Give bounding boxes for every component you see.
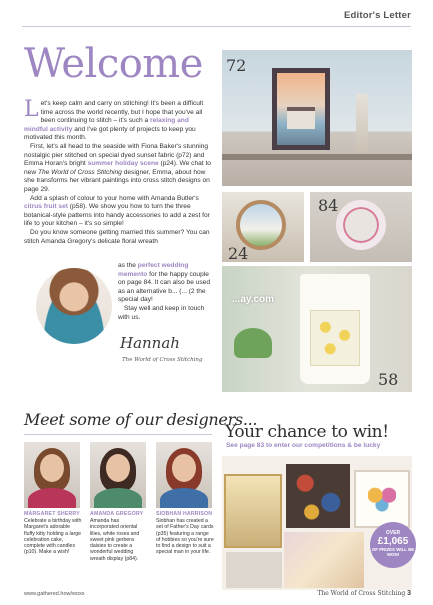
designer-card — [90, 442, 148, 562]
shelf — [222, 154, 412, 160]
designer-card — [156, 442, 214, 556]
badge-over: OVER — [385, 530, 401, 536]
letter-paragraph-2 — [24, 143, 214, 195]
signature-caption: The World of Cross Stitching — [122, 357, 203, 363]
designers-divider — [24, 434, 212, 435]
designer-bio: Siobhan has created a set of Father's Day cards (p35) featuring a range of hobbies so you're sure to find a design to suit a special man in your life. — [156, 518, 214, 556]
designers-heading: Meet some of our designers... — [24, 410, 258, 429]
competition-title: Your chance to win! — [225, 422, 389, 442]
prize-tapestry — [286, 464, 350, 528]
prize-fabrics — [284, 532, 364, 588]
letter-paragraph-4: Do you know someone getting married this summer? You can stitch Amanda Gregory's delicate floral wreath — [24, 228, 210, 245]
section-label: Editor's Letter — [343, 10, 411, 21]
designer-photo — [24, 442, 80, 508]
editor-signature: Hannah — [120, 334, 180, 352]
letter-text: (p58). We show you how to turn the three botanical-style patterns into handy accessories to add a zest for life to your kitchen – it's so simple! — [24, 203, 210, 228]
designer-name: SIOBHAN HARRISON — [156, 511, 213, 517]
footer-folio — [317, 590, 411, 597]
dropcap: L — [24, 97, 39, 122]
designer-bio: Celebrate a birthday with Margaret's adorable fluffy kitty holding a large celebration cake, complete with candles (p10). Make a wish! — [24, 518, 82, 556]
apron — [300, 274, 370, 384]
letter-paragraph-1 — [24, 97, 214, 143]
framed-pier-picture — [272, 68, 330, 150]
designer-photo — [156, 442, 212, 508]
page-tag-24: 24 — [228, 244, 249, 263]
letter-paragraph-6: Stay well and keep in touch with us. — [118, 304, 205, 321]
designer-name: MARGARET SHERRY — [24, 511, 80, 517]
magazine-name-text: The World of Cross Stitching — [37, 168, 122, 176]
letter-text: designer, Emma, about how she transforms her vibrant paintings into cross stitch designs on page 29. — [24, 168, 210, 193]
lemon-pocket — [310, 310, 360, 366]
letter-paragraph-5 — [118, 262, 214, 305]
editor-portrait — [36, 268, 112, 344]
letter-text: for the happy couple on page 84. It can also be used as an alternative b... (... (2 the special day! — [118, 270, 211, 304]
letter-text: Add a splash of colour to your home with Amanda Butler's — [30, 194, 199, 202]
pier-framed-photo — [222, 50, 412, 186]
reed-diffuser — [356, 94, 368, 156]
letter-text: First, let's all head to the seaside with Fiona Baker's stunning nostalgic pier stitched on special dyed sunset fabric (p72) and Emma Horan's bright — [24, 142, 209, 168]
page-tag-58: 58 — [378, 370, 399, 389]
page-tag-72: 72 — [226, 56, 247, 75]
footer-magazine: The World of Cross Stitching — [317, 590, 406, 597]
letter-paragraph-3 — [24, 195, 214, 229]
prize-value-badge — [370, 522, 416, 568]
header-divider — [22, 26, 411, 27]
page-title: Welcome — [24, 41, 203, 87]
designer-bio: Amanda has incorporated oriental lilies, white roses and sweet pink gerbera daisies to create a wonderful wedding wreath display (p84). — [90, 518, 140, 562]
letter-tail — [118, 262, 214, 322]
page-number: 3 — [407, 590, 411, 597]
letter-text: et's keep calm and carry on stitching! It's been a difficult time across the world recently, but I hope that you've all been continuing to stitch – it's such a — [40, 100, 204, 125]
competition-subtitle: See page 83 to enter our competitions & be lucky — [226, 442, 381, 449]
editor-letter-body — [24, 97, 214, 246]
potted-plant — [234, 328, 272, 358]
designer-card — [24, 442, 82, 556]
prize-kit — [226, 552, 282, 588]
footer-url[interactable]: www.gathered.how/woxs — [24, 591, 85, 597]
badge-amount: £1,065 — [377, 536, 409, 547]
highlight-text: citrus fruit set — [24, 203, 68, 211]
letter-text: (p24). We chat to new — [24, 160, 211, 176]
highlight-text: perfect wedding memento — [118, 262, 189, 278]
prize-butterfly-chart — [354, 470, 410, 528]
badge-text: OF PRIZES WILL BE WON! — [371, 547, 415, 557]
embroidery-hoop — [236, 200, 286, 250]
designer-photo — [90, 442, 146, 508]
floral-wreath — [336, 200, 386, 250]
letter-text: and I've got plenty of projects to keep you motivated this month. — [24, 125, 196, 142]
designer-name: AMANDA GREGORY — [90, 511, 144, 517]
page-tag-84: 84 — [318, 196, 339, 215]
watermark: ...ay.com — [232, 294, 275, 305]
prize-sampler — [224, 474, 282, 548]
letter-text: as the — [118, 262, 138, 269]
highlight-text: relaxing and mindful activity — [24, 117, 189, 133]
highlight-text: summer holiday scene — [87, 160, 159, 168]
